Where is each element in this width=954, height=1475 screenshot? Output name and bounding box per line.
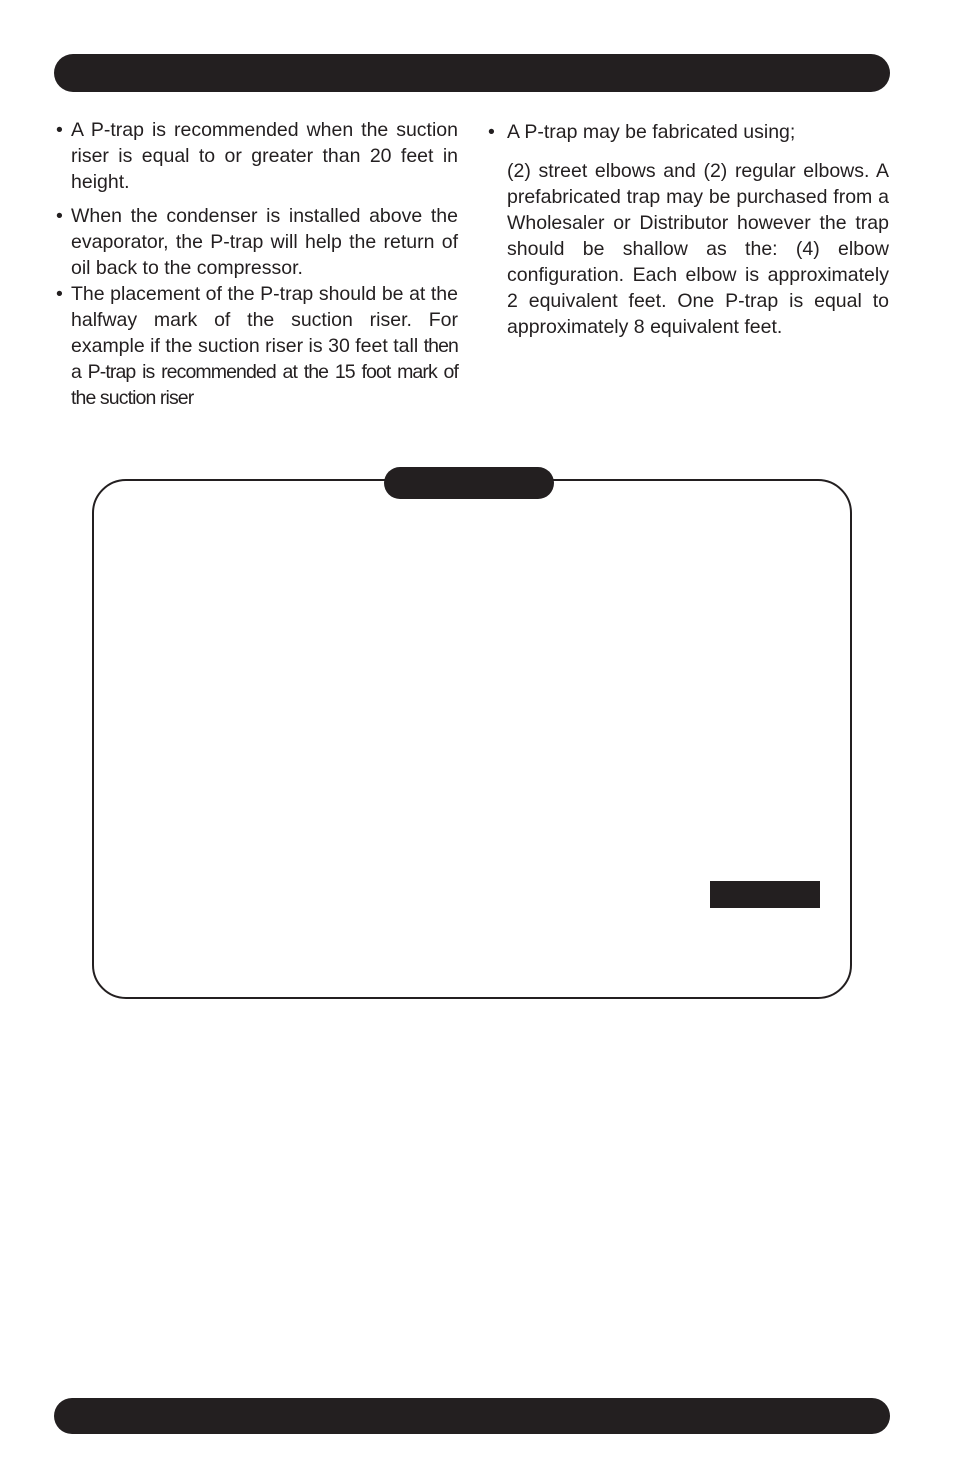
bullet-marker: • bbox=[56, 283, 63, 305]
left-column bbox=[56, 117, 458, 411]
bullet-text: The placement of the P-trap should be at the halfway mark of the suction riser. For example if the suction riser is 30 feet tall bbox=[71, 283, 458, 357]
bullet-text-tail: then a P-trap is recommended at the 15 foot mark of the suction riser bbox=[71, 335, 458, 409]
figure-frame bbox=[92, 479, 852, 999]
fabrication-paragraph: (2) street elbows and (2) regular elbows. A prefabricated trap may be purchased from a Wholesaler or Distributor however the trap should be shallow as the: (4) elbow configuration. Each elbow is approximately 2 equivalent feet. One P-trap is equal to approximately 8 equivalent feet. bbox=[507, 160, 889, 338]
footer-bar bbox=[54, 1398, 890, 1434]
bullet-text: When the condenser is installed above the evaporator, the P-trap will help the return of oil back to the compressor. bbox=[71, 205, 458, 279]
bullet-text: A P-trap is recommended when the suction riser is equal to or greater than 20 feet in height. bbox=[71, 119, 458, 193]
bullet-recommended-height bbox=[56, 117, 458, 195]
figure-label-block bbox=[710, 881, 820, 908]
bullet-condenser-above bbox=[56, 203, 458, 281]
right-column bbox=[488, 119, 889, 340]
bullet-fabrication bbox=[488, 119, 889, 145]
bullet-text: A P-trap may be fabricated using; bbox=[507, 121, 796, 143]
header-bar bbox=[54, 54, 890, 92]
bullet-marker: • bbox=[56, 205, 63, 227]
bullet-marker: • bbox=[56, 119, 63, 141]
figure-title-tab bbox=[384, 467, 554, 499]
bullet-marker: • bbox=[488, 121, 495, 143]
bullet-placement bbox=[56, 281, 458, 411]
